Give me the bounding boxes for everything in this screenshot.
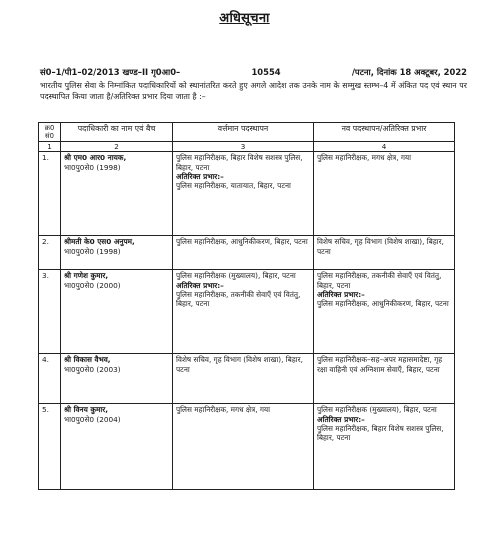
additional-charge: पुलिस महानिरीक्षक, आधुनिकीकरण, बिहार, पटना xyxy=(317,299,449,309)
new-posting-cell xyxy=(314,270,455,354)
additional-charge: पुलिस महानिरीक्षक, बिहार विशेष सशस्त्र पुलिस, बिहार, पटना xyxy=(317,423,444,443)
officer-name: श्री विनय कुमार, xyxy=(64,405,108,415)
current-posting-cell xyxy=(173,270,314,354)
current-posting: पुलिस महानिरीक्षक, आधुनिकीकरण, बिहार, पटना xyxy=(176,237,308,247)
new-posting: पुलिस महानिरीक्षक, तकनीकी सेवाएँ एवं वितंतु, बिहार, पटना xyxy=(317,271,442,290)
current-posting: पुलिस महानिरीक्षक, बिहार विशेष सशस्त्र पुलिस, बिहार, पटना xyxy=(176,153,303,172)
header-sn: क्र0 सं0 xyxy=(39,123,61,142)
header-current: वर्त्तमान पदस्थापन xyxy=(173,123,314,142)
current-posting-cell xyxy=(173,236,314,270)
officer-cell xyxy=(61,236,173,270)
new-posting: पुलिस महानिरीक्षक, मगध क्षेत्र, गया xyxy=(317,153,412,163)
officer-batch: भा0पु0से0 (1998) xyxy=(64,162,121,172)
officer-batch: भा0पु0से0 (1998) xyxy=(64,246,121,256)
new-posting-cell xyxy=(314,404,455,490)
current-posting: विशेष सचिव, गृह विभाग (विशेष शाखा), बिहार, पटना xyxy=(176,355,303,374)
place-date: /पटना, दिनांक 18 अक्टूबर, 2022 xyxy=(351,67,467,77)
new-posting: पुलिस महानिरीक्षक (मुख्यालय), बिहार, पटना xyxy=(317,405,437,415)
additional-charge: पुलिस महानिरीक्षक, यातायात, बिहार, पटना xyxy=(176,181,291,191)
reference-line xyxy=(40,67,467,78)
officer-name: श्रीमती के0 एस0 अनुपम, xyxy=(64,237,135,247)
table-row xyxy=(39,152,455,236)
current-posting-cell xyxy=(173,354,314,404)
current-posting: पुलिस महानिरीक्षक, मगध क्षेत्र, गया xyxy=(176,405,271,415)
col-number: 2 xyxy=(61,142,173,152)
header-new: नव पदस्थापन/अतिरिक्त प्रभार xyxy=(314,123,455,142)
table-row xyxy=(39,354,455,404)
table-row xyxy=(39,270,455,354)
reference-number: सं0–1/पी1–02/2013 खण्ड–II गृ0आ0– xyxy=(40,67,181,77)
header-officer: पदाधिकारी का नाम एवं बैच xyxy=(61,123,173,142)
officer-batch: भा0पु0से0 (2003) xyxy=(64,364,121,374)
col-number: 1 xyxy=(39,142,61,152)
new-posting: पुलिस महानिरीक्षक–सह–अपर महासमादेष्टा, गृह रक्षा वाहिनी एवं अग्निशाम सेवाएँ, बिहार, पटना xyxy=(317,355,443,374)
table-header-row xyxy=(39,123,455,142)
additional-charge-label: अतिरिक्त प्रभार:– xyxy=(317,414,365,424)
col-number: 4 xyxy=(314,142,455,152)
transfer-table xyxy=(38,122,455,490)
new-posting-cell xyxy=(314,354,455,404)
additional-charge-label: अतिरिक्त प्रभार:– xyxy=(176,171,224,181)
additional-charge: पुलिस महानिरीक्षक, तकनीकी सेवाएँ एवं वितंतु, बिहार, पटना xyxy=(176,289,301,309)
officer-batch: भा0पु0से0 (2004) xyxy=(64,414,121,424)
row-sn: 4. xyxy=(39,354,61,404)
row-sn: 1. xyxy=(39,152,61,236)
row-sn: 3. xyxy=(39,270,61,354)
new-posting: विशेष सचिव, गृह विभाग (विशेष शाखा), बिहार, पटना xyxy=(317,237,444,256)
officer-name: श्री विकास वैभव, xyxy=(64,355,111,365)
current-posting-cell xyxy=(173,152,314,236)
officer-cell xyxy=(61,404,173,490)
notification-title: अधिसूचना xyxy=(219,11,270,26)
new-posting-cell xyxy=(314,236,455,270)
col-number: 3 xyxy=(173,142,314,152)
column-number-row xyxy=(39,142,455,152)
table-row xyxy=(39,236,455,270)
additional-charge-label: अतिरिक्त प्रभार:– xyxy=(176,280,224,290)
new-posting-cell xyxy=(314,152,455,236)
officer-name: श्री गणेश कुमार, xyxy=(64,271,109,281)
officer-name: श्री एम0 आर0 नायक, xyxy=(64,153,127,163)
row-sn: 5. xyxy=(39,404,61,490)
current-posting: पुलिस महानिरीक्षक (मुख्यालय), बिहार, पटना xyxy=(176,271,296,281)
intro-paragraph: भारतीय पुलिस सेवा के निम्नांकित पदाधिकारियों को स्थानांतरित करते हुए अगले आदेश तक उनके नाम के सम्मुख स्तम्भ–4 में अंकित पद एवं स्थान पर पदस्थापित किया जाता है/अतिरिक्त प्रभार दिया जाता है :– xyxy=(40,81,467,101)
officer-batch: भा0पु0से0 (2000) xyxy=(64,280,121,290)
current-posting-cell xyxy=(173,404,314,490)
officer-cell xyxy=(61,152,173,236)
memo-number: 10554 xyxy=(251,67,281,77)
additional-charge-label: अतिरिक्त प्रभार:– xyxy=(317,289,365,299)
row-sn: 2. xyxy=(39,236,61,270)
officer-cell xyxy=(61,354,173,404)
table-row xyxy=(39,404,455,490)
officer-cell xyxy=(61,270,173,354)
